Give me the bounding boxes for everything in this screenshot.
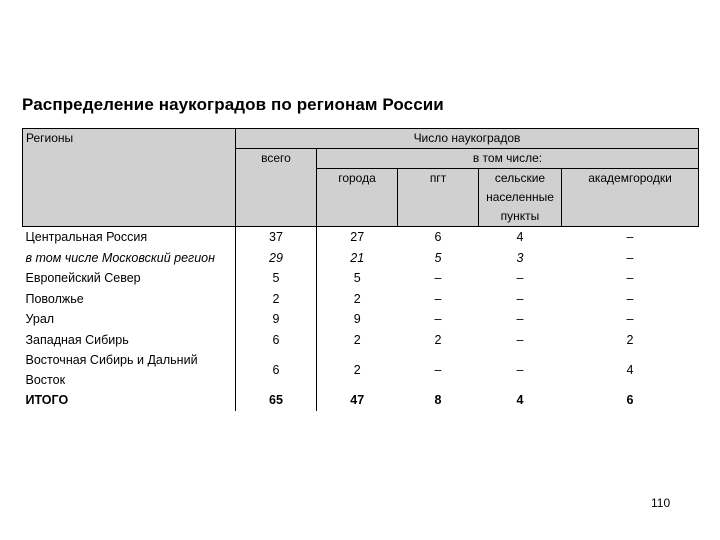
cell-total: 37 xyxy=(236,227,317,248)
table-row xyxy=(23,330,699,351)
cell-akadem: – xyxy=(626,271,634,286)
cell-total: 6 xyxy=(236,350,317,390)
header-pgt: пгт xyxy=(398,169,479,227)
cell-pgt: – xyxy=(434,271,442,286)
cell-total: 65 xyxy=(236,390,317,411)
cell-cities: 5 xyxy=(353,271,361,286)
table-row xyxy=(23,350,699,390)
cell-rural: 4 xyxy=(516,393,524,408)
cell-name: Восточная Сибирь и Дальний Восток xyxy=(23,350,236,390)
cell-akadem: – xyxy=(626,230,634,245)
cell-rural: – xyxy=(516,312,524,327)
cell-akadem: – xyxy=(626,250,634,265)
table-body xyxy=(23,227,699,411)
cell-pgt: – xyxy=(434,291,442,306)
cell-cities: 9 xyxy=(353,312,361,327)
cell-pgt: – xyxy=(434,312,442,327)
table-row xyxy=(23,227,699,248)
cell-name: Европейский Север xyxy=(23,268,236,289)
table-row xyxy=(23,248,699,269)
cell-rural: 3 xyxy=(516,250,524,265)
cell-akadem: 6 xyxy=(626,393,634,408)
table-row xyxy=(23,268,699,289)
naukograd-table xyxy=(22,128,699,411)
cell-rural: – xyxy=(516,363,524,377)
cell-name: Центральная Россия xyxy=(23,227,236,248)
header-rural: сельские населенные пункты xyxy=(479,169,562,227)
cell-pgt: 6 xyxy=(434,230,442,245)
cell-total: 29 xyxy=(236,248,317,269)
cell-total: 6 xyxy=(236,330,317,351)
header-including: в том числе: xyxy=(317,149,699,169)
cell-cities: 21 xyxy=(350,250,365,265)
cell-akadem: 4 xyxy=(626,363,634,377)
cell-name: Поволжье xyxy=(23,289,236,310)
cell-name: Урал xyxy=(23,309,236,330)
cell-akadem: – xyxy=(626,312,634,327)
cell-rural: – xyxy=(516,271,524,286)
cell-pgt: 2 xyxy=(434,332,442,347)
cell-name: Западная Сибирь xyxy=(23,330,236,351)
table-row xyxy=(23,289,699,310)
header-akadem: академгородки xyxy=(562,169,699,227)
cell-total: 9 xyxy=(236,309,317,330)
cell-name: ИТОГО xyxy=(23,390,236,411)
cell-cities: 47 xyxy=(350,393,365,408)
cell-rural: – xyxy=(516,291,524,306)
cell-pgt: 5 xyxy=(434,250,442,265)
cell-pgt: – xyxy=(434,363,442,377)
header-cities: города xyxy=(317,169,398,227)
cell-name: в том числе Московский регион xyxy=(23,248,236,269)
cell-total: 2 xyxy=(236,289,317,310)
cell-pgt: 8 xyxy=(434,393,442,408)
cell-cities: 2 xyxy=(353,363,361,377)
cell-cities: 2 xyxy=(353,291,361,306)
cell-cities: 27 xyxy=(350,230,365,245)
cell-total: 5 xyxy=(236,268,317,289)
cell-akadem: – xyxy=(626,291,634,306)
cell-akadem: 2 xyxy=(626,332,634,347)
cell-cities: 2 xyxy=(353,332,361,347)
header-total: всего xyxy=(236,149,317,227)
header-count: Число наукоградов xyxy=(236,129,699,149)
table-row xyxy=(23,309,699,330)
page-title: Распределение наукоградов по регионам России xyxy=(22,95,444,114)
header-regions: Регионы xyxy=(23,129,236,227)
page-number: 110 xyxy=(651,496,671,510)
cell-rural: 4 xyxy=(516,230,524,245)
cell-rural: – xyxy=(516,332,524,347)
table-row xyxy=(23,390,699,411)
